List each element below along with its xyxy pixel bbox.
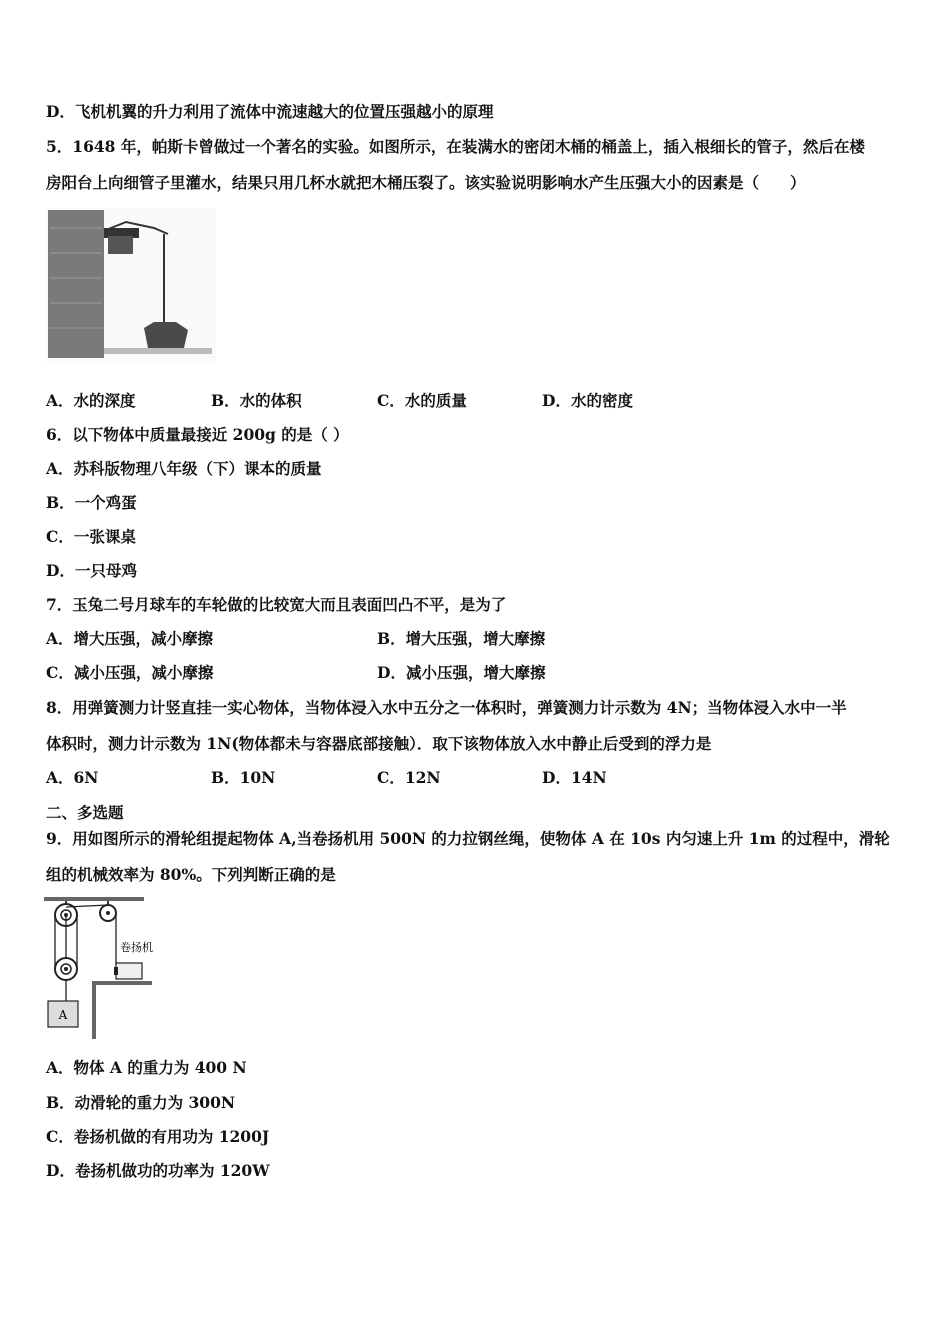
q7-option-d: D．减小压强，增大摩擦 xyxy=(377,663,546,682)
q8-option-c: C．12N xyxy=(377,768,441,787)
q7-option-c: C．减小压强，减小摩擦 xyxy=(46,663,214,682)
q8-option-a: A．6N xyxy=(46,768,99,787)
q5-stem-line1: 5．1648 年，帕斯卡曾做过一个著名的实验。如图所示，在装满水的密闭木桶的桶盖上，插入根细长的管子，然后在楼 xyxy=(46,137,865,156)
winch-label: 卷扬机 xyxy=(120,941,153,954)
q9-stem-line1: 9．用如图所示的滑轮组提起物体 A,当卷扬机用 500N 的力拉钢丝绳，使物体 A 在 10s 内匀速上升 1m 的过程中，滑轮 xyxy=(46,829,890,848)
q8-stem-line1: 8．用弹簧测力计竖直挂一实心物体，当物体浸入水中五分之一体积时，弹簧测力计示数为 4N；当物体浸入水中一半 xyxy=(46,698,847,717)
q6-option-c: C．一张课桌 xyxy=(46,527,136,546)
q6-option-d: D．一只母鸡 xyxy=(46,561,137,580)
q5-option-a: A．水的深度 xyxy=(46,391,136,410)
q8-stem-line2: 体积时，测力计示数为 1N(物体都未与容器底部接触）．取下该物体放入水中静止后受到的浮力是 xyxy=(46,734,712,753)
q5-stem-line2: 房阳台上向细管子里灌水，结果只用几杯水就把木桶压裂了。该实验说明影响水产生压强大小的因素是（ ） xyxy=(46,173,806,192)
q8-option-d: D．14N xyxy=(542,768,607,787)
q9-option-a: A．物体 A 的重力为 400 N xyxy=(46,1058,247,1077)
q9-option-c: C．卷扬机做的有用功为 1200J xyxy=(46,1127,270,1146)
q9-option-b: B．动滑轮的重力为 300N xyxy=(46,1093,236,1112)
q7-option-a: A．增大压强，减小摩擦 xyxy=(46,629,214,648)
section-heading: 二、多选题 xyxy=(46,803,124,822)
q4-option-d: D．飞机机翼的升力利用了流体中流速越大的位置压强越小的原理 xyxy=(46,102,494,121)
q6-option-b: B．一个鸡蛋 xyxy=(46,493,137,512)
q9-stem-line2: 组的机械效率为 80%。下列判断正确的是 xyxy=(46,865,336,884)
q6-option-a: A．苏科版物理八年级（下）课本的质量 xyxy=(46,459,322,478)
pulley-winch-figure xyxy=(44,893,174,1043)
q5-option-c: C．水的质量 xyxy=(377,391,467,410)
q5-option-d: D．水的密度 xyxy=(542,391,633,410)
q6-stem: 6．以下物体中质量最接近 200g 的是（ ） xyxy=(46,425,349,444)
q8-option-b: B．10N xyxy=(211,768,276,787)
object-a-label: A xyxy=(58,1008,68,1022)
q7-option-b: B．增大压强，增大摩擦 xyxy=(377,629,546,648)
q7-stem: 7．玉兔二号月球车的车轮做的比较宽大而且表面凹凸不平，是为了 xyxy=(46,595,507,614)
q5-option-b: B．水的体积 xyxy=(211,391,302,410)
pascal-barrel-figure xyxy=(46,208,216,363)
q9-option-d: D．卷扬机做功的功率为 120W xyxy=(46,1161,270,1180)
